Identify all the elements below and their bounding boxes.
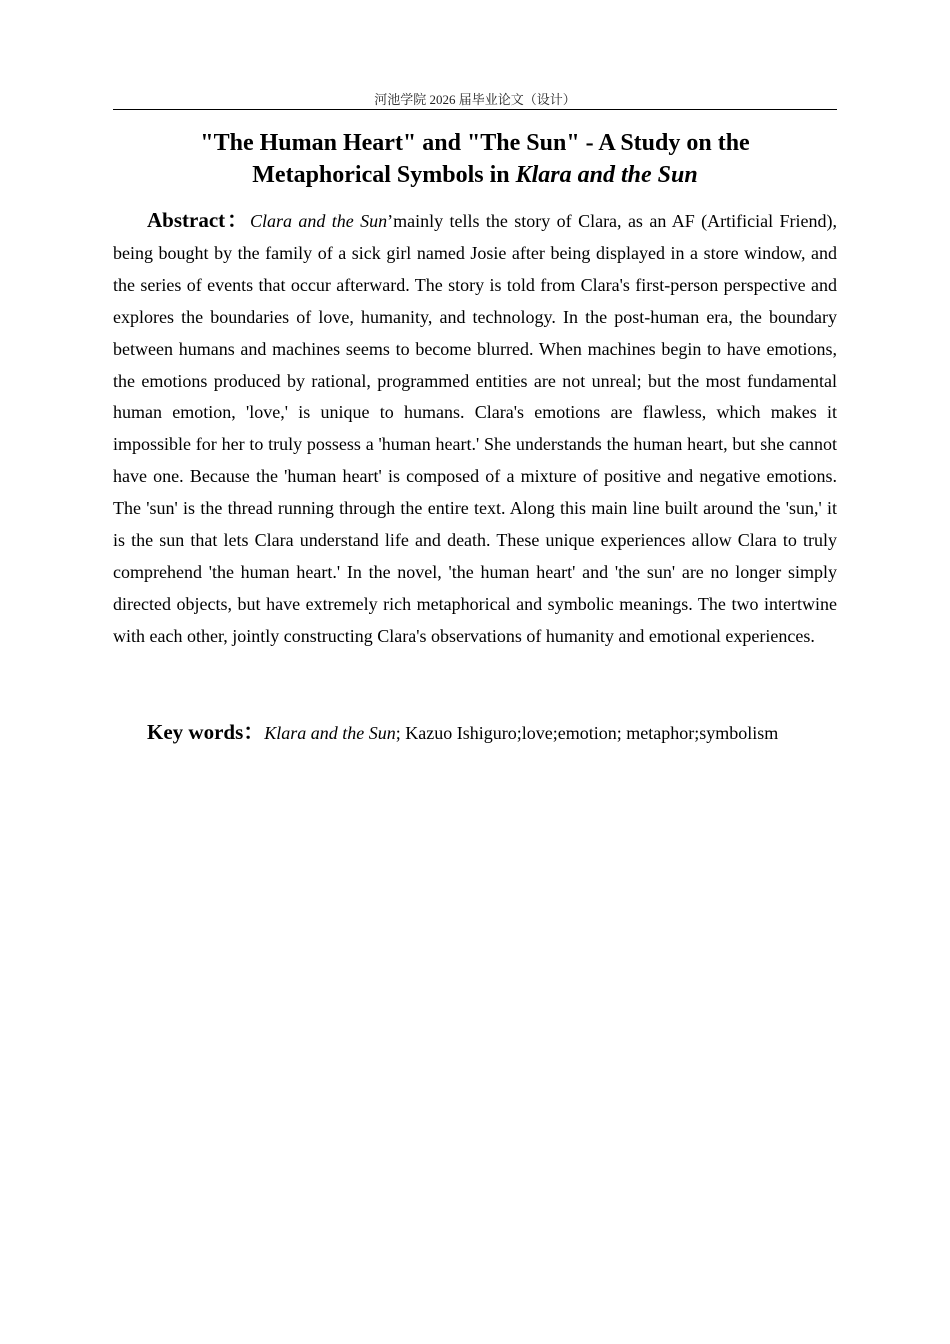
title-line-2-prefix: Metaphorical Symbols in: [252, 162, 516, 188]
abstract-book-title: Clara and the Sun: [249, 211, 388, 231]
running-header: 河池学院 2026 届毕业论文（设计）: [374, 92, 576, 107]
header-rule: [113, 109, 837, 110]
keywords-book-title: Klara and the Sun: [264, 723, 396, 743]
keywords-rest: ; Kazuo Ishiguro;love;emotion; metaphor;symbolism: [395, 723, 779, 743]
keywords-line: [147, 716, 837, 749]
title-line-2-italic: Klara and the Sun: [515, 162, 698, 188]
paper-title: [113, 127, 837, 191]
abstract-body: ’mainly tells the story of Clara, as an AF (Artificial Friend), being bought by the family of a sick girl named Josie after being displayed in a store window, and the series of events that occur afterward. The story is told from Clara's first-person perspective and explores the boundaries of love, humanity, and technology. In the post-human era, the boundary between humans and machines seems to become blurred. When machines begin to have emotions, the emotions produced by rational, programmed entities are not unreal; but the most fundamental human emotion, 'love,' is unique to humans. Clara's emotions are flawless, which makes it impossible for her to truly possess a 'human heart.' She understands the human heart, but she cannot have one. Because the 'human heart' is composed of a mixture of positive and negative emotions. The 'sun' is the thread running through the entire text. Along this main line built around the 'sun,' it is the sun that lets Clara understand life and death. These unique experiences allow Clara to truly comprehend 'the human heart.' In the novel, 'the human heart' and 'the sun' are no longer simply directed objects, but have extremely rich metaphorical and symbolic meanings. The two intertwine with each other, jointly constructing Clara's observations of humanity and emotional experiences.: [113, 211, 837, 646]
abstract-paragraph: [113, 205, 837, 653]
abstract-label: Abstract：: [147, 208, 250, 232]
keywords-label: Key words：: [147, 720, 265, 744]
title-line-1: "The Human Heart" and "The Sun" - A Study on the: [200, 130, 750, 156]
